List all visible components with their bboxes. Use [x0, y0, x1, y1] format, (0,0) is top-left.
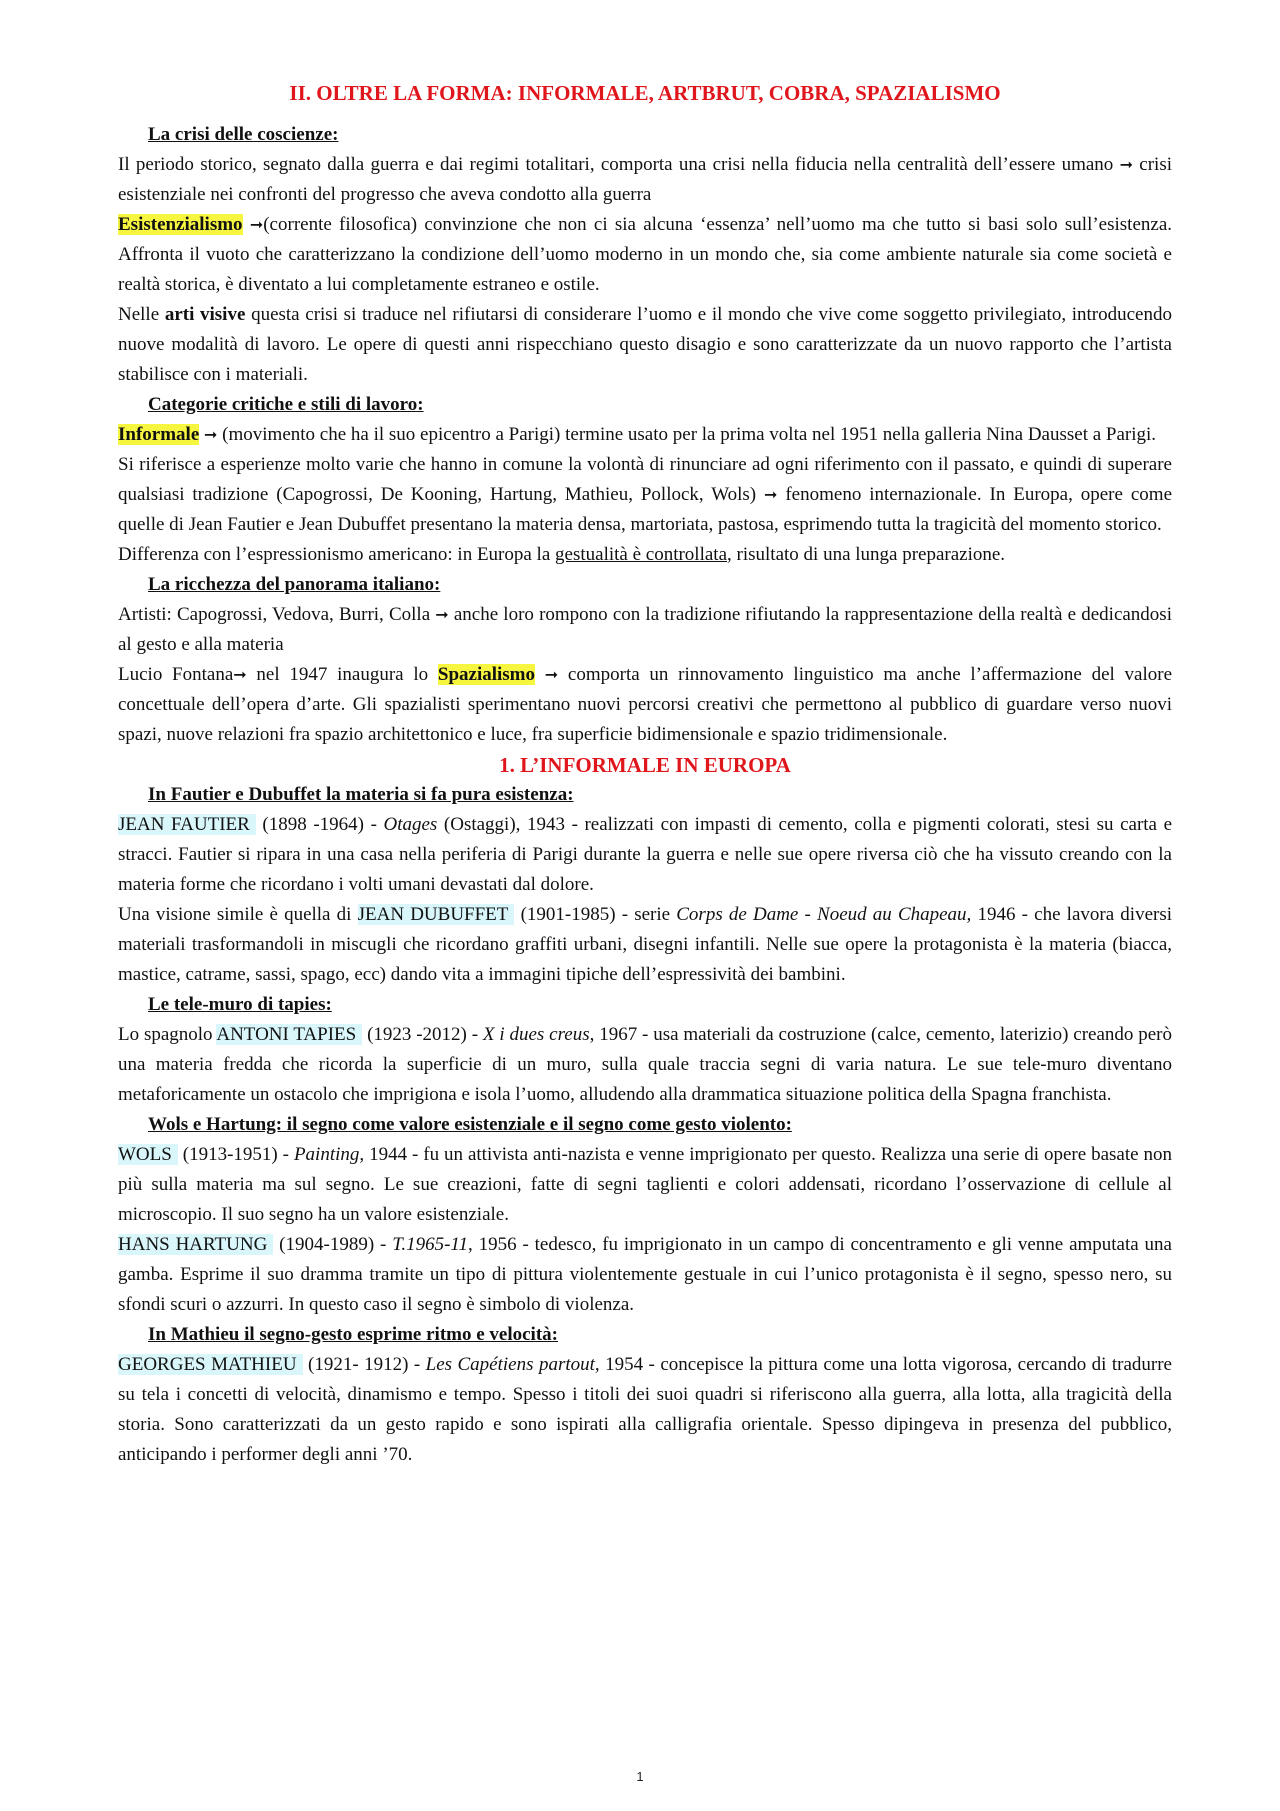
arrow-icon: ➞: [249, 215, 264, 234]
arrow-icon: ➞: [233, 665, 247, 684]
subheading-italiano: La ricchezza del panorama italiano:: [148, 574, 441, 595]
arrow-icon: ➞: [435, 605, 449, 624]
subheading-tapies: Le tele-muro di tapies:: [148, 994, 332, 1015]
arrow-icon: ➞: [764, 485, 778, 504]
highlight-artist-tapies: ANTONI TAPIES: [216, 1024, 362, 1045]
paragraph-fautier: JEAN FAUTIER (1898 -1964) - Otages (Ostaggi), 1943 - realizzati con impasti di cemento, colla e pigmenti colorati, stesi su carta e stracci. Fautier si ripara in una casa nella periferia di Parigi durante la guerra e nelle sue opere riversa ciò che ha vissuto creando con la materia forme che ricordano i volti umani devastati dal dolore.: [118, 814, 1173, 895]
paragraph-esistenzialismo: Esistenzialismo ➞(corrente filosofica) convinzione che non ci sia alcuna ‘essenza’ nell’uomo ma che tutto si basi solo sull’esistenza. Affronta il vuoto che caratterizzano la condizione dell’uomo moderno in un mondo che, sia come ambiente naturale sia come società e realtà storica, è diventato a lui completamente estraneo e ostile.: [118, 214, 1173, 295]
highlight-artist-wols: WOLS: [118, 1144, 178, 1165]
page-number: 1: [636, 1769, 644, 1784]
paragraph-crisi: Il periodo storico, segnato dalla guerra e dai regimi totalitari, comporta una crisi nella fiducia nella centralità dell’essere umano ➞ crisi esistenziale nei confronti del progresso che aveva condotto alla guerra: [118, 154, 1173, 205]
highlight-artist-hartung: HANS HARTUNG: [118, 1234, 273, 1255]
subheading-categorie: Categorie critiche e stili di lavoro:: [148, 394, 424, 415]
highlight-artist-mathieu: GEORGES MATHIEU: [118, 1354, 303, 1375]
paragraph-mathieu: GEORGES MATHIEU (1921- 1912) - Les Capétiens partout, 1954 - concepisce la pittura come una lotta vigorosa, cercando di tradurre su tela i concetti di velocità, dinamismo e tempo. Spesso i titoli dei suoi quadri si riferiscono alla guerra, alla lotta, alla tragicità della storia. Sono caratterizzati da un gesto rapido e sono ispirati alla calligrafia orientale. Spesso dipingeva in presenza del pubblico, anticipando i performer degli anni ’70.: [118, 1354, 1172, 1465]
paragraph-riferimenti: Si riferisce a esperienze molto varie che hanno in comune la volontà di rinunciare ad ogni riferimento con il passato, e quindi di superare qualsiasi tradizione (Capogrossi, De Kooning, Hartung, Mathieu, Pollock, Wols) ➞ fenomeno internazionale. In Europa, opere come quelle di Jean Fautier e Jean Dubuffet presentano la materia densa, martoriata, pastosa, esprimendo tutta la tragicità del momento storico.: [118, 454, 1172, 535]
paragraph-artisti: Artisti: Capogrossi, Vedova, Burri, Colla ➞ anche loro rompono con la tradizione rifiutando la rappresentazione della realtà e dedicandosi al gesto e alla materia: [118, 604, 1172, 655]
document-page: [118, 78, 1172, 1470]
subheading-fautier-dubuffet: In Fautier e Dubuffet la materia si fa pura esistenza:: [148, 784, 574, 805]
paragraph-dubuffet: Una visione simile è quella di JEAN DUBUFFET (1901-1985) - serie Corps de Dame - Noeud au Chapeau, 1946 - che lavora diversi materiali trasformandoli in miscugli che ricordano graffiti urbani, disegni infantili. Nelle sue opere la protagonista è la materia (biacca, mastice, catrame, sassi, spago, ecc) dando vita a immagini tipiche dell’espressività dei bambini.: [118, 904, 1173, 985]
subheading-mathieu: In Mathieu il segno-gesto esprime ritmo e velocità:: [148, 1324, 558, 1345]
paragraph-differenza: Differenza con l’espressionismo americano: in Europa la gestualità è controllata, risultato di una lunga preparazione.: [118, 544, 1006, 565]
subheading-crisi: La crisi delle coscienze:: [148, 124, 339, 145]
highlight-artist-fautier: JEAN FAUTIER: [118, 814, 256, 835]
paragraph-tapies: Lo spagnolo ANTONI TAPIES (1923 -2012) - X i dues creus, 1967 - usa materiali da costruzione (calce, cemento, laterizio) creando però una materia fredda che ricorda la superficie di un muro, sulla quale traccia segni di varia natura. Le sue tele-muro diventano metaforicamente un ostacolo che imprigiona e isola l’uomo, alludendo alla drammatica situazione politica della Spagna franchista.: [118, 1024, 1172, 1105]
paragraph-informale: Informale ➞ (movimento che ha il suo epicentro a Parigi) termine usato per la prima volta nel 1951 nella galleria Nina Dausset a Parigi.: [118, 424, 1157, 445]
paragraph-wols: WOLS (1913-1951) - Painting, 1944 - fu un attivista anti-nazista e venne imprigionato per questo. Realizza una serie di opere basate non più sulla materia ma sul segno. Le sue creazioni, fatte di segni taglienti e colori addensati, ricordano l’osservazione di cellule al microscopio. Il suo segno ha un valore esistenziale.: [118, 1144, 1172, 1225]
document-title: II. OLTRE LA FORMA: INFORMALE, ARTBRUT, COBRA, SPAZIALISMO: [289, 81, 1001, 105]
highlight-esistenzialismo: Esistenzialismo: [118, 214, 243, 235]
paragraph-arti-visive: Nelle arti visive questa crisi si traduce nel rifiutarsi di considerare l’uomo e il mondo che vive come soggetto privilegiato, introducendo nuove modalità di lavoro. Le opere di questi anni rispecchiano questo disagio e sono caratterizzate da un nuovo rapporto che l’artista stabilisce con i materiali.: [118, 304, 1172, 385]
arrow-icon: ➞: [1119, 155, 1133, 174]
highlight-informale: Informale: [118, 424, 200, 445]
paragraph-hartung: HANS HARTUNG (1904-1989) - T.1965-11, 1956 - tedesco, fu imprigionato in un campo di concentramento e gli venne amputata una gamba. Esprime il suo dramma tramite un tipo di pittura violentemente gestuale in cui l’unico protagonista è il segno, spesso nero, su sfondi scuri o azzurri. In questo caso il segno è simbolo di violenza.: [118, 1234, 1172, 1315]
subheading-wols-hartung: Wols e Hartung: il segno come valore esistenziale e il segno come gesto violento:: [148, 1114, 792, 1135]
arrow-icon: ➞: [204, 425, 218, 444]
arrow-icon: ➞: [544, 665, 559, 684]
section-title-informale-europa: 1. L’INFORMALE IN EUROPA: [499, 753, 791, 777]
highlight-artist-dubuffet: JEAN DUBUFFET: [358, 904, 515, 925]
highlight-spazialismo: Spazialismo: [437, 664, 535, 685]
paragraph-fontana: Lucio Fontana➞ nel 1947 inaugura lo Spazialismo ➞ comporta un rinnovamento linguistico ma anche l’affermazione del valore concettuale dell’opera d’arte. Gli spazialisti sperimentano nuovi percorsi creativi che permettono al pubblico di guardare verso nuovi spazi, nuove relazioni fra spazio architettonico e luce, fra superficie bidimensionale e spazio tridimensionale.: [118, 664, 1173, 745]
